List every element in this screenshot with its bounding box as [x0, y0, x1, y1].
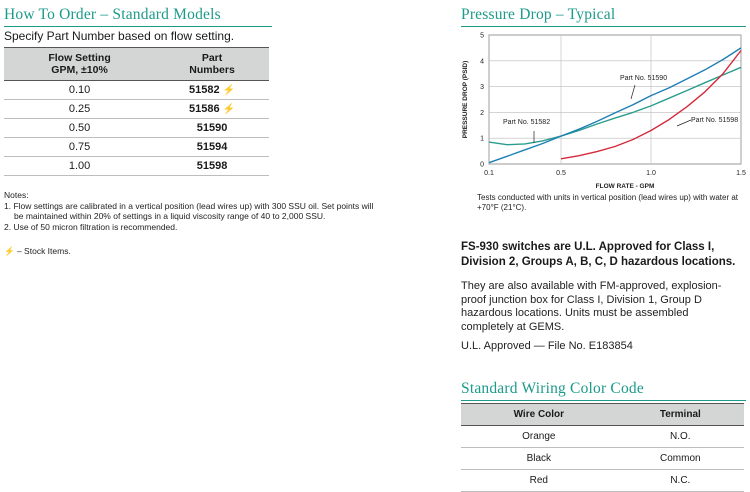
flow-header-line1: Flow Setting [48, 52, 111, 64]
pressure-heading: Pressure Drop – Typical [461, 6, 616, 23]
flow-cell: 0.75 [4, 138, 155, 157]
wiring-heading: Standard Wiring Color Code [461, 380, 644, 397]
stock-bolt-icon: ⚡ [222, 104, 236, 115]
chart-series [489, 48, 741, 163]
y-tick-label: 0 [480, 161, 484, 169]
flow-header-line2: GPM, ±10% [51, 64, 108, 76]
part-cell [155, 157, 269, 176]
chart-grid [489, 35, 741, 164]
series-annotation: Part No. 51590 [620, 75, 668, 82]
wire-color-cell: Red [461, 470, 617, 492]
order-table [4, 47, 269, 176]
note-2: 2. Use of 50 micron filtration is recommended. [4, 221, 178, 232]
order-heading: How To Order – Standard Models [4, 6, 221, 23]
x-axis-label: FLOW RATE - GPM [595, 183, 655, 190]
table-row [4, 119, 269, 138]
part-cell [155, 81, 269, 100]
x-tick-label: 0.1 [484, 170, 494, 177]
y-tick-label: 5 [480, 32, 484, 40]
flow-cell: 0.10 [4, 81, 155, 100]
terminal-cell: Common [617, 448, 744, 470]
part-number: 51598 [196, 160, 228, 172]
chart-ticks [480, 33, 746, 178]
notes [4, 190, 373, 232]
table-row [461, 448, 744, 470]
y-tick-label: 4 [480, 58, 484, 66]
series-line-51582 [489, 67, 741, 144]
order-intro: Specify Part Number based on flow setting. [4, 29, 235, 43]
notes-title: Notes: [4, 190, 29, 200]
ul-approval-statement: FS-930 switches are U.L. Approved for Class I, Division 2, Groups A, B, C, D hazardous locations. [461, 241, 736, 268]
order-table-header [4, 48, 269, 81]
series-annotation: Part No. 51582 [503, 119, 551, 126]
chart-annotations [503, 75, 738, 143]
x-tick-label: 1.0 [646, 170, 656, 177]
annotation-leader [677, 120, 691, 126]
y-tick-label: 1 [480, 135, 484, 143]
table-row [461, 426, 744, 448]
note-1-line-a: 1. Flow settings are calibrated in a vertical position (lead wires up) with 300 SSU oil. Set points will [4, 200, 374, 211]
stock-legend-text: – Stock Items. [16, 246, 71, 256]
stock-legend [4, 246, 71, 257]
table-row [4, 157, 269, 176]
part-cell [155, 119, 269, 138]
y-axis-label: PRESSURE DROP (PSID) [462, 60, 469, 139]
table-row [4, 81, 269, 100]
part-header-line1: Part [201, 52, 223, 64]
part-number: 51594 [196, 141, 228, 153]
series-line-51590 [489, 48, 741, 163]
x-tick-label: 1.5 [736, 170, 746, 177]
wiring-table-header [461, 404, 744, 426]
table-row [4, 100, 269, 119]
table-row [4, 138, 269, 157]
part-header-line2: Numbers [189, 64, 235, 76]
part-cell [155, 100, 269, 119]
fm-approval-text: They are also available with FM-approved, explosion-proof junction box for Class I, Division 1, Group D hazardous locations. Units must be assembled completely at GEMS. [461, 280, 722, 333]
part-number: 51590 [196, 122, 228, 134]
flow-cell: 0.50 [4, 119, 155, 138]
stock-legend-bolt-icon: ⚡ [4, 246, 15, 256]
pressure-drop-chart [455, 27, 750, 193]
part-cell [155, 138, 269, 157]
plot-frame [489, 35, 741, 164]
x-tick-label: 0.5 [556, 170, 566, 177]
part-number: 51582 [189, 84, 220, 96]
part-numbers-header [155, 48, 269, 81]
wire-color-cell: Black [461, 448, 617, 470]
table-row [461, 470, 744, 492]
y-tick-label: 3 [480, 84, 484, 92]
order-heading-rule [4, 26, 272, 27]
terminal-cell: N.C. [617, 470, 744, 492]
flow-cell: 0.25 [4, 100, 155, 119]
wiring-heading-rule [461, 400, 746, 401]
part-number: 51586 [189, 103, 220, 115]
stock-bolt-icon: ⚡ [222, 85, 236, 96]
series-annotation: Part No. 51598 [691, 117, 739, 124]
wire-color-header: Wire Color [461, 404, 617, 426]
note-1-line-b: be maintained within 20% of settings in a liquid viscosity range of 40 to 2,000 SSU. [14, 211, 326, 221]
terminal-header: Terminal [617, 404, 744, 426]
annotation-leader [631, 85, 635, 99]
y-tick-label: 2 [480, 109, 484, 117]
flow-setting-header [4, 48, 155, 81]
flow-cell: 1.00 [4, 157, 155, 176]
ul-file-number: U.L. Approved — File No. E183854 [461, 340, 633, 352]
terminal-cell: N.O. [617, 426, 744, 448]
chart-test-note: Tests conducted with units in vertical position (lead wires up) with water at +70°F (21°C). [477, 193, 739, 212]
wire-color-cell: Orange [461, 426, 617, 448]
wiring-table [461, 403, 744, 492]
